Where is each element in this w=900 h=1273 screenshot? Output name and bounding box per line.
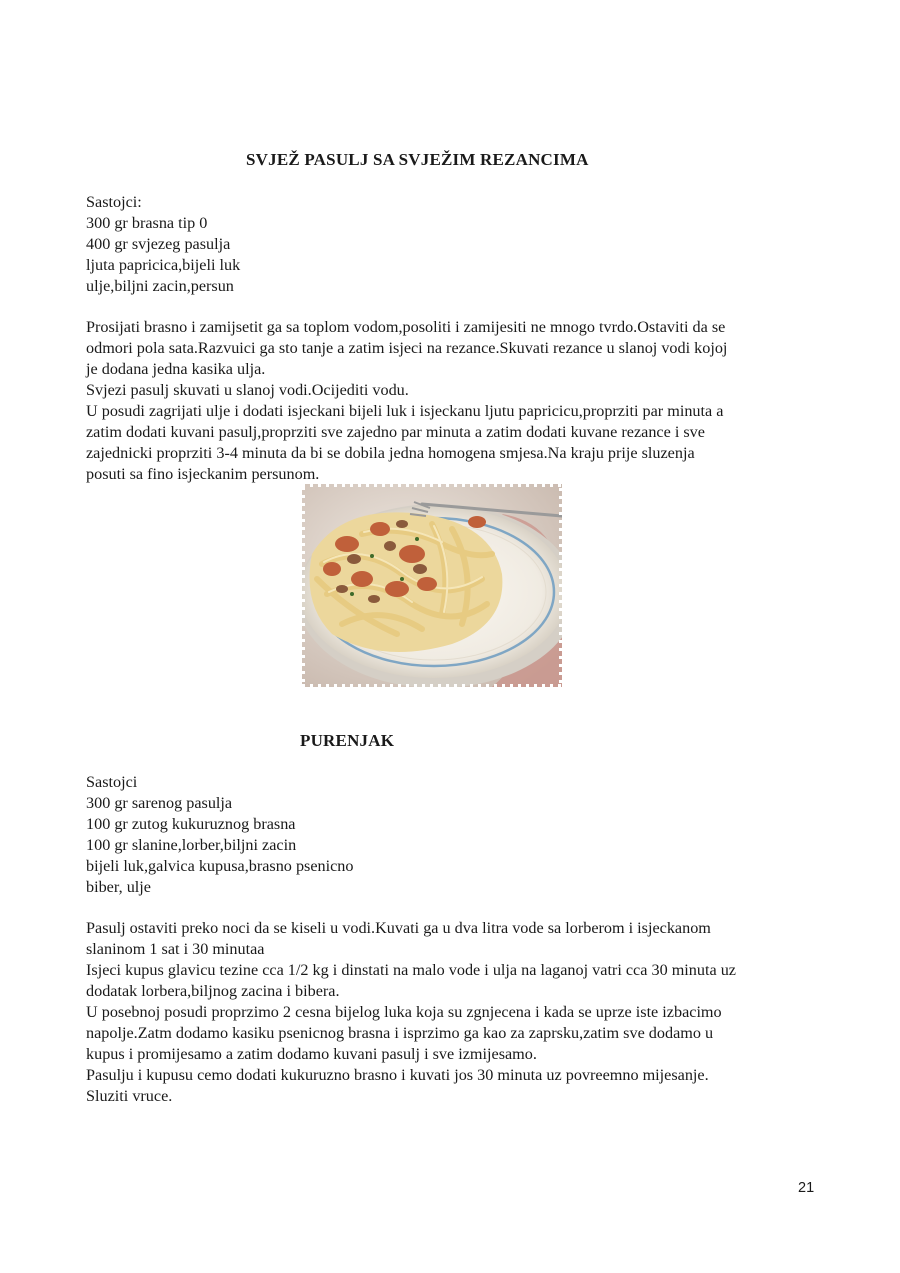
preparation-line: Pasulju i kupusu cemo dodati kukuruzno brasno i kuvati jos 30 minuta uz povreemno mijesanje.: [86, 1066, 709, 1084]
ingredient-line: 300 gr brasna tip 0: [86, 214, 208, 232]
preparation-line: Pasulj ostaviti preko noci da se kiseli u vodi.Kuvati ga u dva litra vode sa lorberom i isjeckanom: [86, 919, 711, 937]
preparation-line: Prosijati brasno i zamijsetit ga sa toplom vodom,posoliti i zamijesiti ne mnogo tvrdo.Ostaviti da se: [86, 318, 726, 336]
preparation-line: posuti sa fino isjeckanim persunom.: [86, 465, 320, 483]
preparation-line: Svjezi pasulj skuvati u slanoj vodi.Ocijediti vodu.: [86, 381, 409, 399]
preparation-line: je dodana jedna kasika ulja.: [86, 360, 266, 378]
ingredient-line: 100 gr zutog kukuruznog brasna: [86, 815, 296, 833]
preparation-line: dodatak lorbera,biljnog zacina i bibera.: [86, 982, 340, 1000]
recipe2-preparation: [86, 918, 826, 1107]
preparation-line: kupus i promijesamo a zatim dodamo kuvani pasulj i sve izmijesamo.: [86, 1045, 537, 1063]
ingredient-line: bijeli luk,galvica kupusa,brasno psenicno: [86, 857, 354, 875]
preparation-line: U posudi zagrijati ulje i dodati isjeckani bijeli luk i isjeckanu ljutu papricicu,proprziti par minuta a: [86, 402, 724, 420]
recipe2-title: PURENJAK: [300, 731, 395, 750]
ingredient-line: 300 gr sarenog pasulja: [86, 794, 233, 812]
preparation-line: napolje.Zatm dodamo kasiku psenicnog brasna i isprzimo ga kao za zaprsku,zatim sve dodamo u: [86, 1024, 714, 1042]
recipe1-title: SVJEŽ PASULJ SA SVJEŽIM REZANCIMA: [246, 150, 589, 169]
ingredient-line: ulje,biljni zacin,persun: [86, 277, 234, 295]
preparation-line: zajednicki proprziti 3-4 minuta da bi se dobila jedna homogena smjesa.Na kraju prije sluzenja: [86, 444, 695, 462]
recipe1-ingredients: [86, 192, 826, 297]
preparation-line: slaninom 1 sat i 30 minutaa: [86, 940, 265, 958]
ingredients-heading: Sastojci: [86, 773, 138, 791]
preparation-line: odmori pola sata.Razvuici ga sto tanje a zatim isjeci na rezance.Skuvati rezance u slanoj vodi kojoj: [86, 339, 728, 357]
ingredient-line: 100 gr slanine,lorber,biljni zacin: [86, 836, 297, 854]
ingredient-line: 400 gr svjezeg pasulja: [86, 235, 231, 253]
recipe1-preparation: [86, 317, 826, 485]
ingredient-line: ljuta papricica,bijeli luk: [86, 256, 241, 274]
preparation-line: U posebnoj posudi proprzimo 2 cesna bijelog luka koja su zgnjecena i kada se uprze iste izbacimo: [86, 1003, 722, 1021]
ingredients-heading: Sastojci:: [86, 193, 142, 211]
preparation-line: Sluziti vruce.: [86, 1087, 173, 1105]
pasta-dish-photo: [302, 484, 562, 687]
ingredient-line: biber, ulje: [86, 878, 151, 896]
recipe2-ingredients: [86, 772, 826, 898]
page-number: 21: [798, 1180, 815, 1196]
preparation-line: Isjeci kupus glavicu tezine cca 1/2 kg i dinstati na malo vode i ulja na laganoj vatri cca 30 minuta uz: [86, 961, 736, 979]
preparation-line: zatim dodati kuvani pasulj,proprziti sve zajedno par minuta a zatim dodati kuvane rezance i sve: [86, 423, 705, 441]
